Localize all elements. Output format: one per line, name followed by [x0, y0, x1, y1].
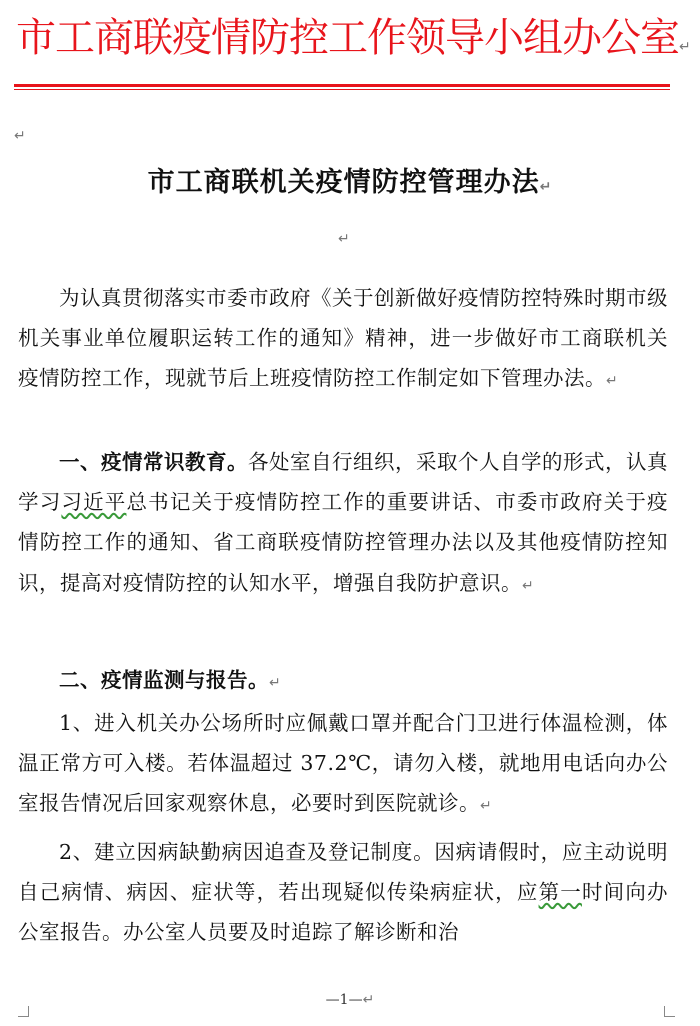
paragraph-mark-icon: ↵ — [362, 992, 375, 1008]
section-2-heading: 二、疫情监测与报告。 — [59, 668, 269, 692]
section-1-text-b: 总书记关于疫情防控工作的重要讲话、市委市政府关于疫情防控工作的通知、省工商联疫情防控管理办法以及其他疫情防控知识，提高对疫情防控的认知水平，增强自我防护意识。 — [18, 490, 669, 595]
item-2-text-b: 时间向办公室报告。办公室人员要及时追踪了解诊断和治 — [18, 880, 669, 945]
section-1-text-a: 各处室自行组织，采取个人自学的形式，认真学习 — [18, 450, 668, 515]
paragraph-mark-icon: ↵ — [679, 39, 690, 55]
paragraph-mark-icon: ↵ — [606, 373, 619, 390]
paragraph-mark-icon: ↵ — [522, 577, 535, 594]
paragraph-mark-icon: ↵ — [539, 179, 553, 195]
header-org-title-text: 市工商联疫情防控工作领导小组办公室 — [16, 15, 679, 61]
page-footer — [0, 992, 700, 1008]
paragraph-mark-icon: ↵ — [480, 798, 493, 815]
item-1-text: 1、进入机关办公场所时应佩戴口罩并配合门卫进行体温检测，体温正常方可入楼。若体温超过 37.2℃，请勿入楼，就地用电话向办公室报告情况后回家观察休息，必要时到医院就诊。 — [18, 711, 668, 816]
item-2-wavy-text: 第一 — [538, 880, 582, 905]
document-title-text: 市工商联机关疫情防控管理办法 — [147, 167, 540, 198]
intro-paragraph — [18, 278, 668, 402]
header-org-title — [16, 6, 690, 79]
paragraph-mark-icon: ↵ — [338, 231, 350, 247]
intro-text: 为认真贯彻落实市委市政府《关于创新做好疫情防控特殊时期市级机关事业单位履职运转工作的通知》精神，进一步做好市工商联机关疫情防控工作，现就节后上班疫情防控工作制定如下管理办法。 — [18, 286, 668, 391]
section-1-heading: 一、疫情常识教育。 — [59, 450, 248, 474]
paragraph-mark-icon: ↵ — [269, 675, 282, 691]
section-1-paragraph — [18, 442, 668, 606]
item-2-text-a: 2、建立因病缺勤病因追查及登记制度。因病请假时，应主动说明自己病情、病因、症状等，若出现疑似传染病症状，应 — [18, 840, 668, 905]
header-red-rule — [14, 84, 670, 90]
item-1-paragraph — [18, 703, 668, 827]
section-1-wavy-text: 习近平 — [61, 490, 127, 515]
item-2-paragraph — [18, 832, 668, 953]
page-number: —1— — [325, 992, 363, 1008]
document-title — [0, 160, 700, 199]
section-2-heading-paragraph — [18, 660, 668, 703]
paragraph-mark-icon: ↵ — [14, 128, 26, 144]
